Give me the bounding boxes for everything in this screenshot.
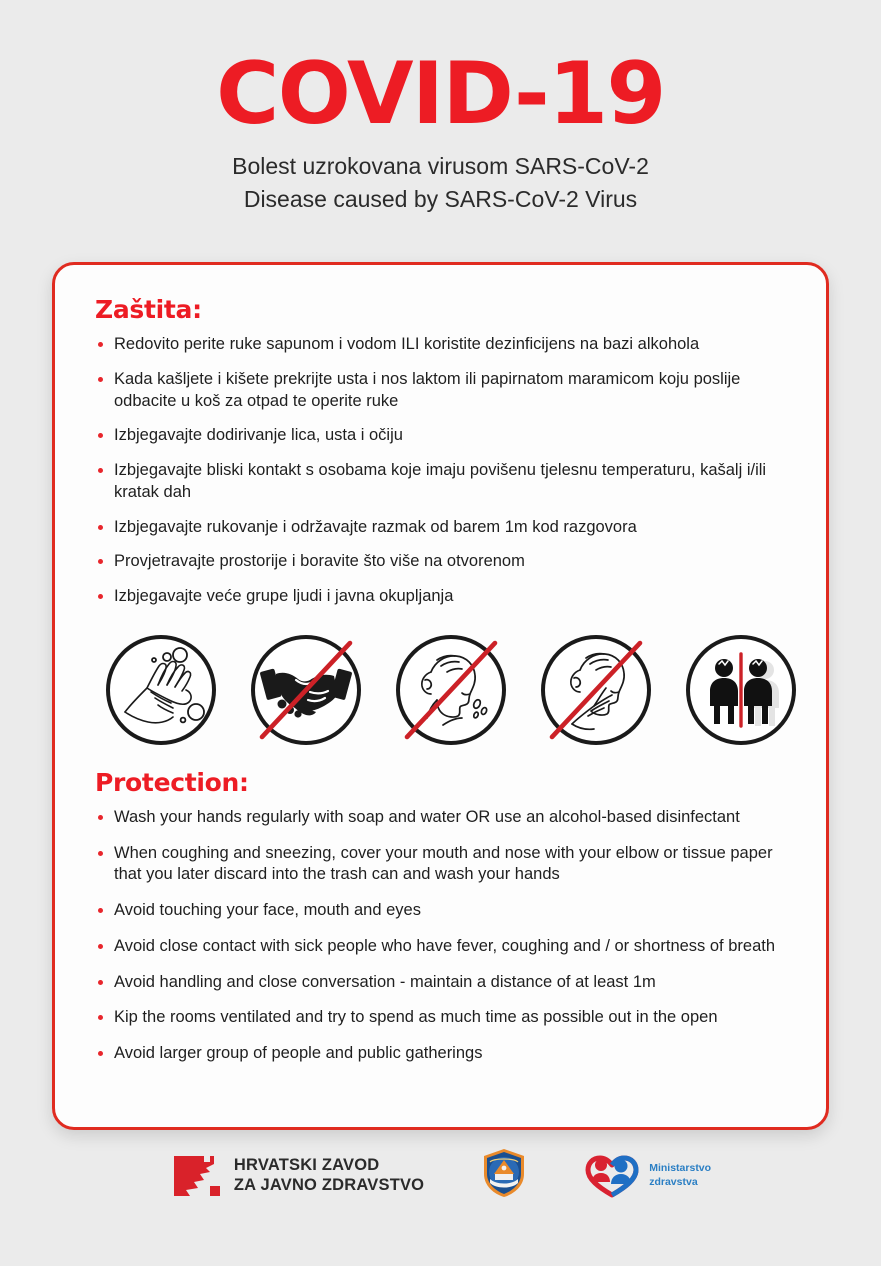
list-item: Kip the rooms ventilated and try to spend as much time as possible out in the open [95, 1007, 795, 1029]
protection-heading-croatian: Zaštita: [95, 295, 202, 324]
ministry-name [649, 1162, 711, 1188]
hzjz-logo [170, 1152, 424, 1200]
protection-heading-english: Protection: [95, 767, 249, 797]
list-item: Izbjegavajte dodirivanje lica, usta i očiju [95, 425, 795, 447]
civil-protection-emblem [482, 1148, 526, 1203]
wash-hands-icon [101, 630, 221, 750]
list-item: Izbjegavajte rukovanje i održavajte razmak od barem 1m kod razgovora [95, 517, 795, 539]
ministry-line-2: zdravstva [649, 1175, 698, 1188]
list-item: Avoid close contact with sick people who have fever, coughing and / or shortness of breath [95, 936, 795, 958]
protection-list-english [95, 807, 804, 1065]
list-item: Wash your hands regularly with soap and water OR use an alcohol-based disinfectant [95, 807, 795, 829]
no-handshake-icon [246, 630, 366, 750]
ministry-line-1: Ministarstvo [649, 1162, 712, 1175]
list-item: When coughing and sneezing, cover your mouth and nose with your elbow or tissue paper that you later discard into the trash can and wash your hands [95, 843, 795, 887]
no-coughing-face-icon [391, 630, 511, 750]
hzjz-line-1: HRVATSKI ZAVOD [233, 1156, 380, 1175]
page-title: COVID-19 [216, 44, 665, 144]
subtitle-english: Disease caused by SARS-CoV-2 Virus [243, 185, 638, 212]
footer-logos [0, 1148, 881, 1203]
list-item: Avoid larger group of people and public gatherings [95, 1043, 795, 1065]
list-item: Kada kašljete i kišete prekrijte usta i nos laktom ili papirnatom maramicom koju poslije odbacite u koš za otpad te operite ruke [95, 369, 795, 413]
hzjz-name [234, 1156, 424, 1195]
list-item: Redovito perite ruke sapunom i vodom ILI koristite dezinficijens na bazi alkohola [95, 334, 795, 356]
subtitle-croatian: Bolest uzrokovana virusom SARS-CoV-2 [232, 153, 649, 180]
heart-people-icon [584, 1153, 640, 1199]
prevention-icon-row [101, 630, 801, 750]
list-item: Provjetravajte prostorije i boravite što više na otvorenom [95, 551, 795, 573]
ministry-logo [584, 1153, 711, 1199]
keep-distance-icon [681, 630, 801, 750]
no-touching-face-icon [536, 630, 656, 750]
hzjz-mark-icon [170, 1152, 222, 1200]
content-card [52, 262, 829, 1130]
hzjz-line-2: ZA JAVNO ZDRAVSTVO [233, 1175, 425, 1194]
poster-header [0, 0, 881, 216]
list-item: Avoid handling and close conversation - maintain a distance of at least 1m [95, 972, 795, 994]
list-item: Izbjegavajte bliski kontakt s osobama koje imaju povišenu tjelesnu temperaturu, kašalj i/ili kratak dah [95, 460, 795, 504]
list-item: Avoid touching your face, mouth and eyes [95, 900, 795, 922]
list-item: Izbjegavajte veće grupe ljudi i javna okupljanja [95, 586, 795, 608]
protection-list-croatian [95, 334, 804, 608]
